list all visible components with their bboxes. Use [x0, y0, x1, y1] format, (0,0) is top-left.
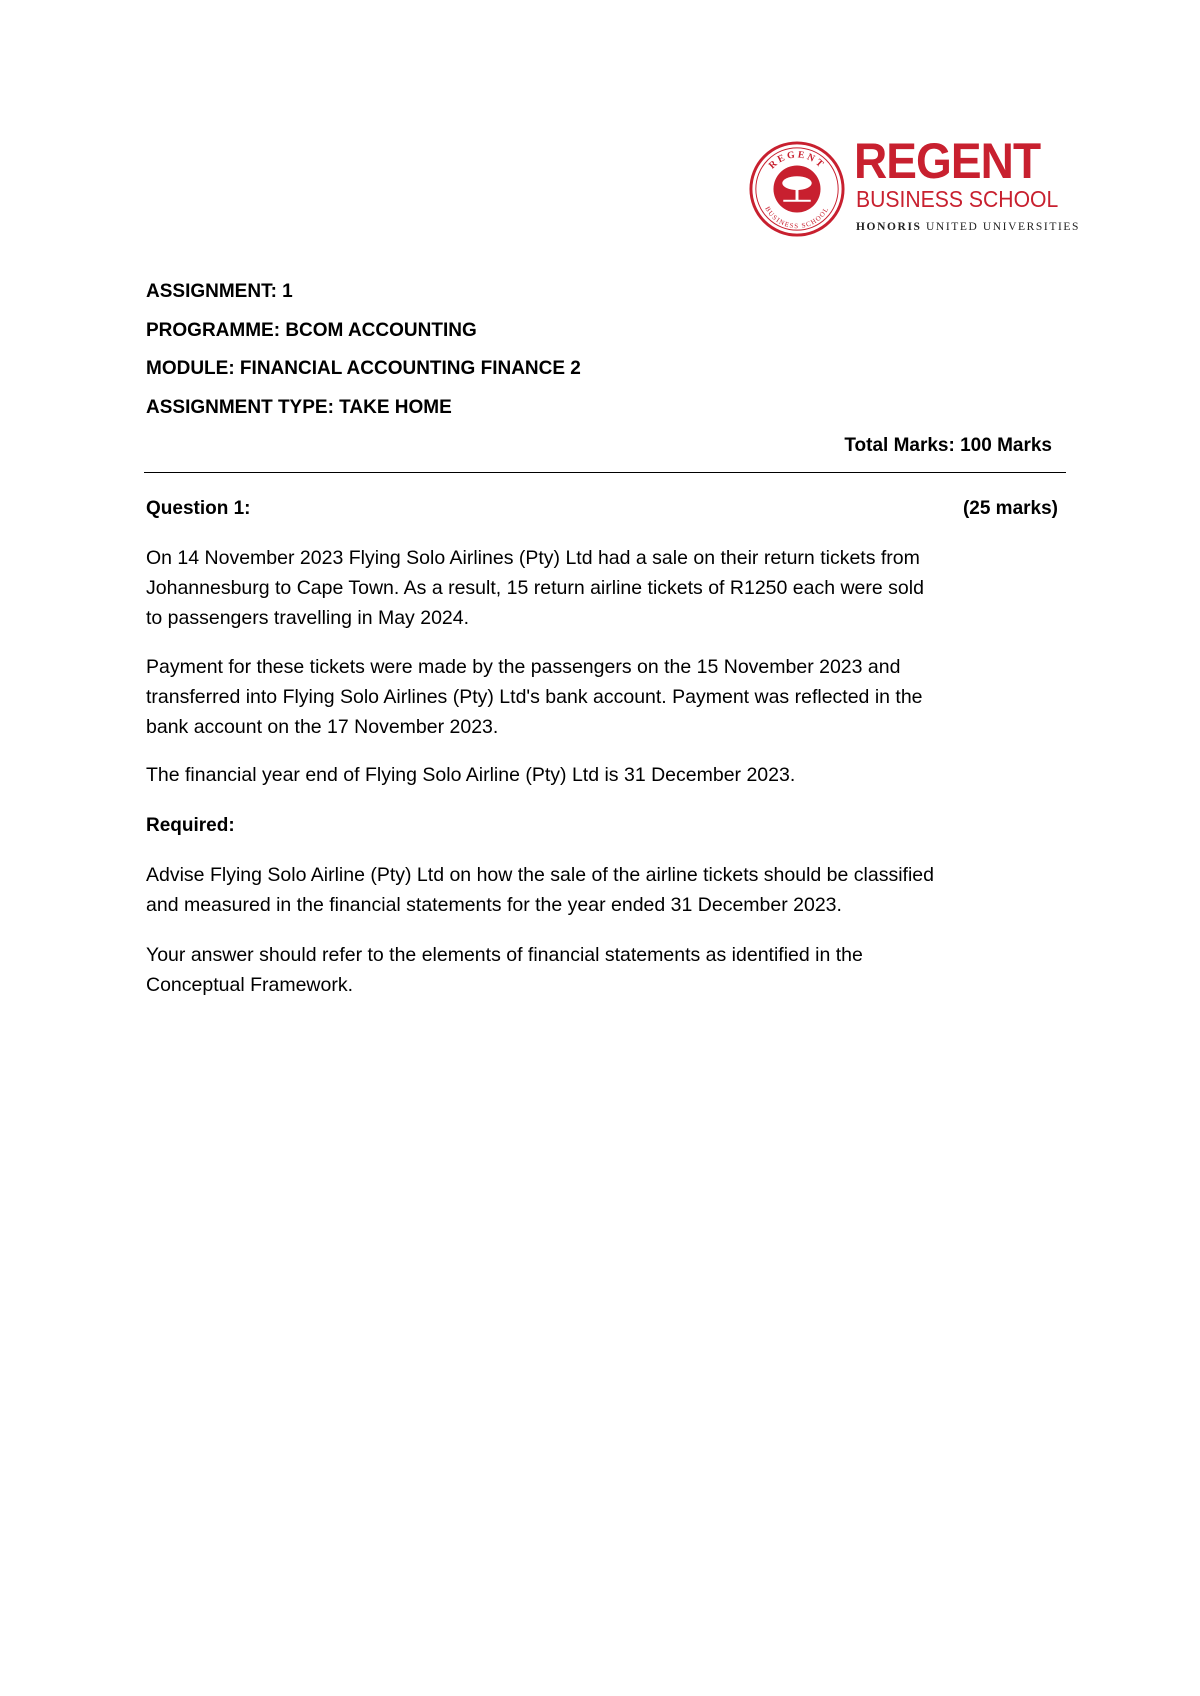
seal-bottom-arc-text: BUSINESS SCHOOL — [763, 205, 831, 231]
assignment-type-line: ASSIGNMENT TYPE: TAKE HOME — [146, 397, 452, 418]
question-paragraph-4 — [146, 860, 1076, 920]
question-title: Question 1: — [146, 498, 251, 519]
paragraph-line: to passengers travelling in May 2024. — [146, 607, 470, 629]
question-paragraph-1 — [146, 543, 1076, 633]
paragraph-line: Johannesburg to Cape Town. As a result, 15 return airline tickets of R1250 each were sold — [146, 577, 924, 599]
module-line: MODULE: FINANCIAL ACCOUNTING FINANCE 2 — [146, 358, 581, 379]
total-marks: Total Marks: 100 Marks — [844, 435, 1052, 456]
question-paragraph-2 — [146, 652, 1076, 742]
logo-title: REGENT — [854, 133, 1041, 189]
paragraph-line: Conceptual Framework. — [146, 974, 353, 996]
question-paragraph-5 — [146, 940, 1076, 1000]
logo-subtitle: BUSINESS SCHOOL — [856, 186, 1059, 212]
question-marks: (25 marks) — [962, 498, 1058, 519]
programme-line: PROGRAMME: BCOM ACCOUNTING — [146, 320, 477, 341]
question-paragraph-3 — [146, 760, 1076, 790]
paragraph-line: Advise Flying Solo Airline (Pty) Ltd on how the sale of the airline tickets should be classified — [146, 864, 934, 886]
assignment-number: ASSIGNMENT: 1 — [146, 281, 293, 302]
horizontal-divider — [144, 472, 1066, 473]
paragraph-line: Payment for these tickets were made by the passengers on the 15 November 2023 and — [146, 656, 901, 678]
paragraph-line: On 14 November 2023 Flying Solo Airlines (Pty) Ltd had a sale on their return tickets from — [146, 547, 920, 569]
paragraph-line: The financial year end of Flying Solo Airline (Pty) Ltd is 31 December 2023. — [146, 764, 796, 786]
paragraph-line: and measured in the financial statements for the year ended 31 December 2023. — [146, 894, 842, 916]
logo-tagline-bold: HONORIS — [856, 221, 922, 233]
regent-business-school-logo — [748, 133, 1081, 250]
required-label: Required: — [146, 815, 235, 836]
paragraph-line: Your answer should refer to the elements of financial statements as identified in the — [146, 944, 863, 966]
logo-tagline — [856, 222, 1080, 234]
seal-top-arc-text: REGENT — [766, 149, 828, 172]
paragraph-line: transferred into Flying Solo Airlines (Pty) Ltd's bank account. Payment was reflected in the — [146, 686, 923, 708]
regent-seal-icon — [748, 140, 846, 238]
logo-tagline-rest: UNITED UNIVERSITIES — [921, 221, 1081, 233]
paragraph-line: bank account on the 17 November 2023. — [146, 716, 499, 738]
